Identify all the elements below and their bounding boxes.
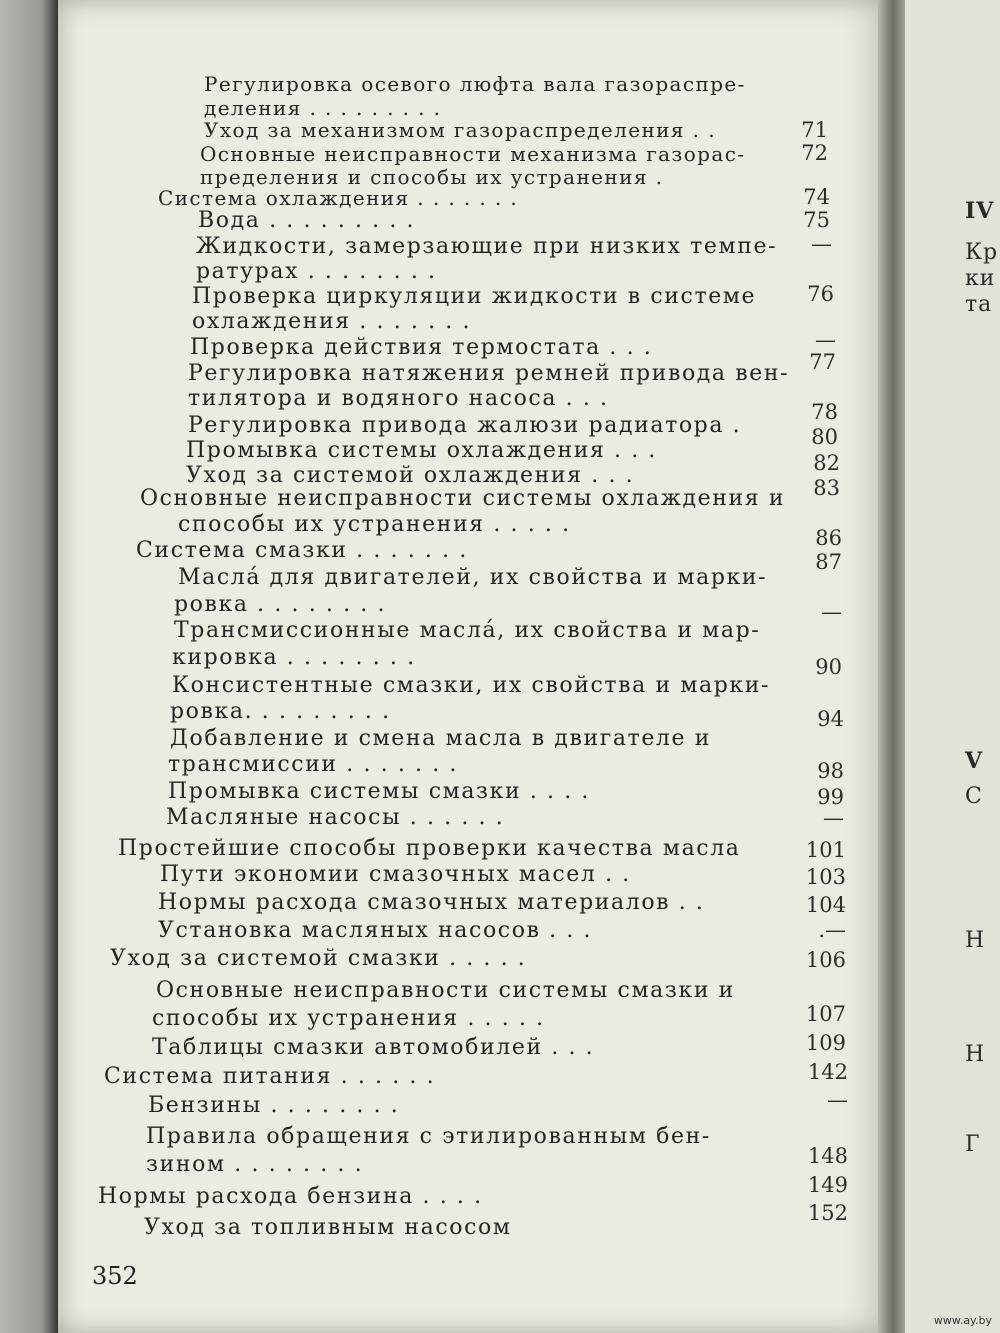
page-number: 352 <box>92 1262 138 1290</box>
toc-entry: Уход за топливным насосом <box>144 1215 512 1240</box>
toc-entry: ровка . . . . . . . . <box>174 592 387 617</box>
toc-page-number: 149 <box>807 1173 848 1197</box>
toc-entry: Установка масляных насосов . . . <box>158 918 593 943</box>
next-page-fragment: С <box>965 784 983 809</box>
toc-page-number: — <box>811 232 832 256</box>
toc-entry: трансмиссии . . . . . . . <box>168 752 459 777</box>
toc-entry: Регулировка привода жалюзи радиатора . <box>188 413 742 438</box>
toc-entry: Таблицы смазки автомобилей . . . <box>152 1035 595 1060</box>
next-page-fragment: Кр <box>965 240 999 265</box>
toc-page-number: 74 <box>803 185 830 209</box>
toc-page-number: 107 <box>805 1002 846 1026</box>
toc-entry: Нормы расхода бензина . . . . <box>98 1184 483 1209</box>
toc-entry: ратурах . . . . . . . . <box>196 259 437 284</box>
toc-entry: Консистентные смазки, их свойства и марки- <box>172 673 771 698</box>
toc-entry: Масляные насосы . . . . . . <box>166 805 505 830</box>
toc-page-number: 76 <box>807 282 834 306</box>
toc-entry: деления . . . . . . . . . <box>204 96 442 120</box>
next-page-fragment: Н <box>965 928 986 953</box>
toc-entry: Добавление и смена масла в двигателе и <box>170 726 711 751</box>
toc-page-number: 103 <box>805 865 846 889</box>
toc-page-number: .— <box>818 918 846 942</box>
toc-page-number: 142 <box>807 1060 848 1084</box>
toc-entry: Трансмиссионные масла́, их свойства и мар- <box>174 618 761 643</box>
toc-entry: охлаждения . . . . . . . <box>192 309 472 334</box>
toc-page-number: 78 <box>811 400 838 424</box>
toc-entry: тилятора и водяного насоса . . . <box>188 386 609 411</box>
next-page-edge <box>905 0 1000 1333</box>
toc-page-number: 99 <box>817 785 844 809</box>
toc-entry: Проверка действия термостата . . . <box>190 335 653 360</box>
toc-page-number: 77 <box>809 350 836 374</box>
toc-page-number: 80 <box>811 425 838 449</box>
toc-page-number: 148 <box>807 1144 848 1168</box>
toc-page-number: 71 <box>801 118 828 142</box>
toc-entry: Уход за механизмом газораспределения . . <box>204 118 716 142</box>
toc-page-number: 86 <box>815 526 842 550</box>
toc-page-number: 98 <box>817 759 844 783</box>
toc-page-number: 152 <box>807 1201 848 1225</box>
toc-page-number: 109 <box>805 1031 846 1055</box>
toc-entry: Система питания . . . . . . <box>104 1064 436 1089</box>
toc-page-number: — <box>827 1088 848 1112</box>
toc-entry: Основные неисправности механизма газорас- <box>200 142 746 166</box>
toc-entry: Промывка системы смазки . . . . <box>168 779 590 804</box>
toc-entry: Основные неисправности системы охлаждения и <box>140 486 786 511</box>
toc-entry: Вода . . . . . . . . . <box>198 208 416 233</box>
toc-page-number: 72 <box>801 141 828 165</box>
toc-page-number: 90 <box>815 655 842 679</box>
toc-entry: ровка. . . . . . . . . <box>170 699 391 724</box>
toc-page-number: 83 <box>813 476 840 500</box>
toc-entry: Регулировка осевого люфта вала газораспре- <box>204 72 746 96</box>
toc-page-number: — <box>821 600 842 624</box>
toc-entry: Нормы расхода смазочных материалов . . <box>158 890 705 915</box>
toc-entry: кировка . . . . . . . . <box>172 645 416 670</box>
toc-page-number: 101 <box>805 838 846 862</box>
toc-entry: Простейшие способы проверки качества масла <box>118 836 741 861</box>
book-gutter <box>878 0 908 1333</box>
toc-entry: Уход за системой охлаждения . . . <box>186 463 635 488</box>
next-page-fragment: Г <box>965 1132 981 1157</box>
next-page-fragment: та <box>965 292 993 317</box>
next-page-fragment: Н <box>965 1042 986 1067</box>
toc-entry: Масла́ для двигателей, их свойства и марки- <box>178 565 768 590</box>
watermark: www.ay.by <box>933 1314 992 1327</box>
toc-page-number: 106 <box>805 948 846 972</box>
toc-page-number: 75 <box>803 208 830 232</box>
toc-page-number: — <box>815 328 836 352</box>
toc-page-number: 87 <box>815 550 842 574</box>
next-page-fragment: IV <box>965 198 995 224</box>
toc-page-number: — <box>823 806 844 830</box>
toc-page-number: 104 <box>805 893 846 917</box>
toc-entry: способы их устранения . . . . . <box>178 512 571 537</box>
toc-entry: Система смазки . . . . . . . <box>136 538 468 563</box>
toc-entry: Бензины . . . . . . . . <box>148 1093 400 1118</box>
toc-entry: пределения и способы их устранения . <box>200 165 664 189</box>
toc-entry: Правила обращения с этилированным бен- <box>146 1124 711 1149</box>
next-page-fragment: ки <box>965 266 996 291</box>
toc-entry: Уход за системой смазки . . . . . <box>110 946 527 971</box>
toc-entry: Пути экономии смазочных масел . . <box>160 862 631 887</box>
toc-entry: способы их устранения . . . . . <box>152 1006 545 1031</box>
toc-entry: Регулировка натяжения ремней привода вен- <box>188 361 790 386</box>
next-page-fragment: V <box>965 748 984 774</box>
toc-page-number: 94 <box>817 707 844 731</box>
toc-entry: Жидкости, замерзающие при низких темпе- <box>196 234 778 259</box>
toc-entry: Промывка системы охлаждения . . . <box>186 438 658 463</box>
toc-entry: Основные неисправности системы смазки и <box>156 978 735 1003</box>
toc-entry: зином . . . . . . . . <box>146 1152 364 1177</box>
toc-entry: Система охлаждения . . . . . . . <box>158 186 519 210</box>
toc-entry: Проверка циркуляции жидкости в системе <box>192 284 757 309</box>
toc-page-number: 82 <box>813 451 840 475</box>
